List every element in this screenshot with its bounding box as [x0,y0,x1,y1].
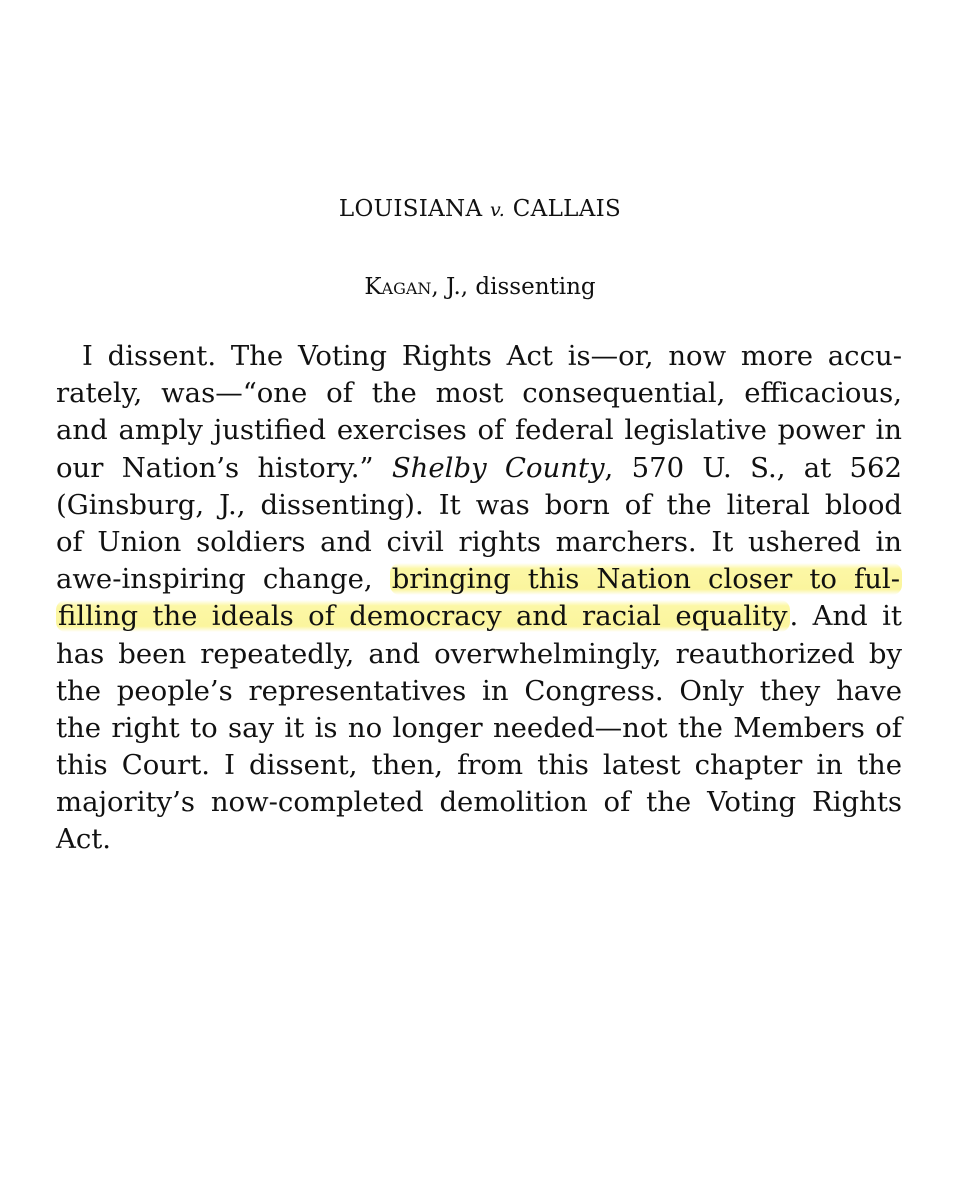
paragraph-line: Act. [56,823,112,856]
paragraph-line [56,598,902,635]
paragraph-line: I dissent. The Voting Rights Act is—or, now more accu- [82,340,902,372]
case-versus: v. [490,199,506,221]
line-text: our Nation’s history.” [56,451,392,484]
dissent-paragraph [56,338,902,859]
paragraph-line: this Court. I dissent, then, from this latest chapter in the [56,749,902,782]
paragraph-line: the people’s representatives in Congress. Only they have [56,674,902,707]
line-text: awe-inspiring change, [56,563,390,596]
paragraph-line: majority’s now-completed demolition of the Voting Rights [56,786,902,819]
paragraph-line: (Ginsburg, J., dissenting). It was born of the literal blood [56,488,902,521]
case-title [0,196,960,222]
paragraph-line: rately, was—“one of the most consequential, efficacious, [56,377,902,410]
opinion-type: , J., dissenting [431,274,596,300]
citation-reporter: , 570 U. S., at 562 [604,451,903,484]
paragraph-line: has been repeatedly, and overwhelmingly, reauthorized by [56,637,902,670]
line-text: . And it [789,600,902,633]
highlighted-text: filling the ideals of democracy and racial equality [58,600,788,633]
paragraph-line: of Union soldiers and civil rights marchers. It ushered in [56,525,902,558]
paragraph-line [56,450,902,487]
paragraph-line [56,561,902,598]
justice-name: Kagan [364,274,432,300]
highlighted-text: bringing this Nation closer to ful- [391,563,900,596]
case-citation: Shelby County [391,451,605,484]
paragraph-line: the right to say it is no longer needed—not the Members of [56,711,902,744]
paragraph-line: and amply justified exercises of federal legislative power in [56,414,902,447]
case-party-left: LOUISIANA [338,196,483,222]
case-party-right: CALLAIS [512,196,622,222]
opinion-author-line [0,274,960,300]
